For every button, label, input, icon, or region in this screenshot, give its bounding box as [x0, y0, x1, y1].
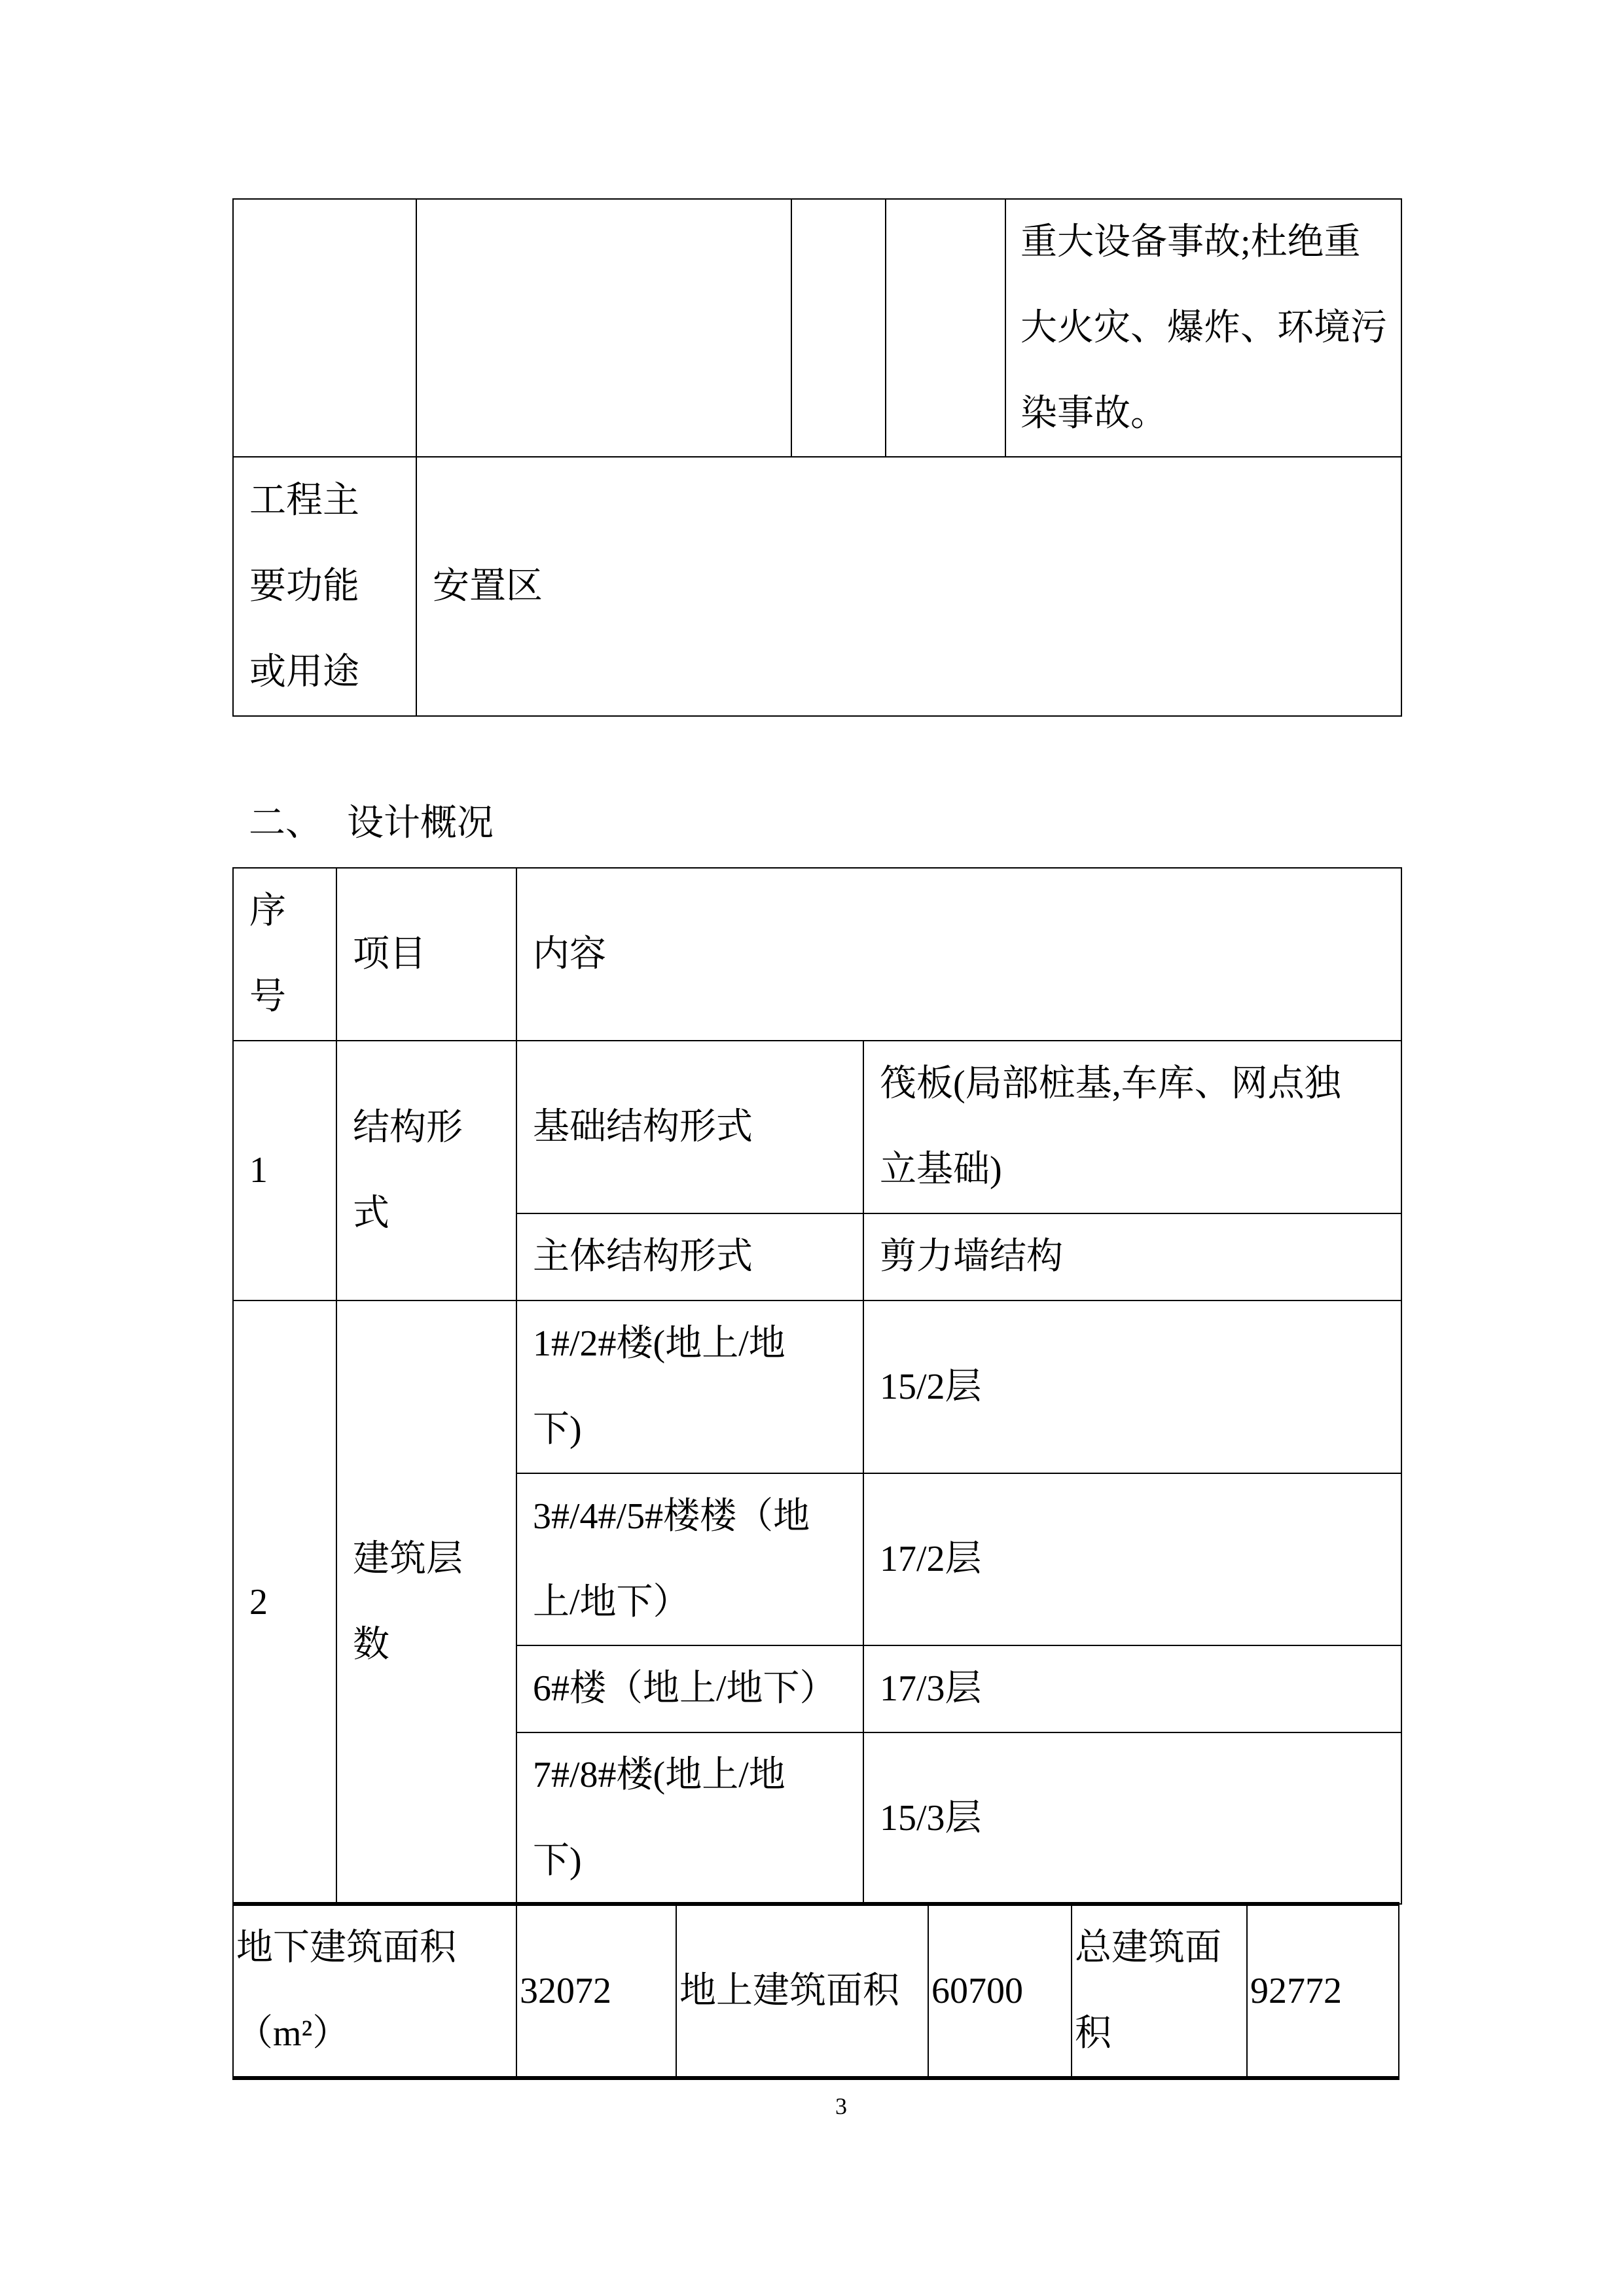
text-line: 15/3层 — [880, 1797, 982, 1839]
table1-cell — [416, 198, 792, 457]
text-line: 7#/8#楼(地上/地 — [533, 1755, 785, 1795]
underground-area-label — [232, 1902, 517, 2080]
text-line: 大火灾、爆炸、环境污 — [1020, 307, 1387, 348]
foundation-value — [863, 1040, 1402, 1214]
floors-value — [863, 1473, 1402, 1646]
total-area-value — [1246, 1902, 1399, 2080]
text-line: 上/地下） — [533, 1581, 690, 1623]
main-structure-value — [863, 1213, 1402, 1301]
row2-no — [232, 1300, 337, 1905]
text-line: 立基础) — [880, 1149, 1002, 1190]
text-line: 数 — [353, 1624, 389, 1665]
function-value: 安置区 — [433, 565, 543, 607]
text-line: 地下建筑面积 — [236, 1928, 456, 1968]
text-line: 号 — [249, 977, 286, 1017]
text-line: 92772 — [1250, 1970, 1342, 2011]
text-line: 6#楼（地上/地下） — [533, 1668, 837, 1709]
section-number: 二、 — [249, 803, 322, 844]
table1-cell — [232, 198, 417, 457]
text-line: 17/2层 — [880, 1539, 982, 1579]
floors-label — [516, 1732, 864, 1905]
table1-cell — [791, 198, 886, 457]
main-structure-label — [516, 1213, 864, 1301]
page-number: 3 — [835, 2093, 847, 2119]
aboveground-area-label — [676, 1902, 929, 2080]
text-line: 重大设备事故;杜绝重 — [1020, 221, 1361, 262]
text-line: 结构形 — [353, 1107, 463, 1148]
text-line: 筏板(局部桩基,车库、网点独 — [880, 1064, 1341, 1104]
underground-area-value — [516, 1902, 677, 2080]
floors-label — [516, 1645, 864, 1733]
text-line: 地上建筑面积 — [679, 1970, 899, 2011]
text-line: 内容 — [533, 933, 606, 975]
text-line: 17/3层 — [880, 1668, 982, 1709]
text-line: 染事故。 — [1020, 393, 1167, 434]
text-line: 序 — [249, 891, 286, 931]
section-title: 设计概况 — [347, 803, 494, 844]
text-line: 15/2层 — [880, 1366, 982, 1407]
text-line: 32072 — [520, 1970, 611, 2011]
text-line: 要功能 — [249, 565, 359, 607]
text-line: 项目 — [353, 933, 426, 975]
floors-label — [516, 1473, 864, 1646]
floors-value — [863, 1300, 1402, 1474]
header-content — [516, 867, 1402, 1041]
floors-label — [516, 1300, 864, 1474]
table1-cell — [885, 198, 1006, 457]
text-line: 3#/4#/5#楼楼（地 — [533, 1496, 810, 1537]
safety-goal-cell — [1005, 198, 1402, 457]
text-line: 建筑层 — [353, 1539, 463, 1579]
row2-item — [336, 1300, 517, 1905]
row1-no — [232, 1040, 337, 1301]
text-line: （m²） — [236, 2013, 350, 2054]
header-item — [336, 867, 517, 1041]
header-no — [232, 867, 337, 1041]
text-line: 积 — [1075, 2013, 1111, 2054]
aboveground-area-value — [928, 1902, 1072, 2080]
text-line: 总建筑面 — [1075, 1928, 1221, 1968]
floors-value — [863, 1732, 1402, 1905]
text-line: 1#/2#楼(地上/地 — [533, 1323, 785, 1364]
text-line: 2 — [249, 1581, 268, 1623]
text-line: 或用途 — [249, 651, 359, 692]
text-line: 工程主 — [249, 480, 359, 521]
text-line: 剪力墙结构 — [880, 1236, 1063, 1277]
text-line: 下) — [533, 1409, 582, 1450]
text-line: 式 — [353, 1193, 389, 1234]
floors-value — [863, 1645, 1402, 1733]
text-line: 主体结构形式 — [533, 1236, 753, 1277]
total-area-label — [1071, 1902, 1248, 2080]
row1-item — [336, 1040, 517, 1301]
foundation-label — [516, 1040, 864, 1214]
function-label-cell — [232, 456, 417, 717]
text-line: 下) — [533, 1840, 582, 1881]
function-value-cell — [416, 456, 1402, 717]
text-line: 60700 — [931, 1970, 1023, 2011]
text-line: 基础结构形式 — [533, 1106, 753, 1147]
text-line: 1 — [249, 1150, 268, 1191]
